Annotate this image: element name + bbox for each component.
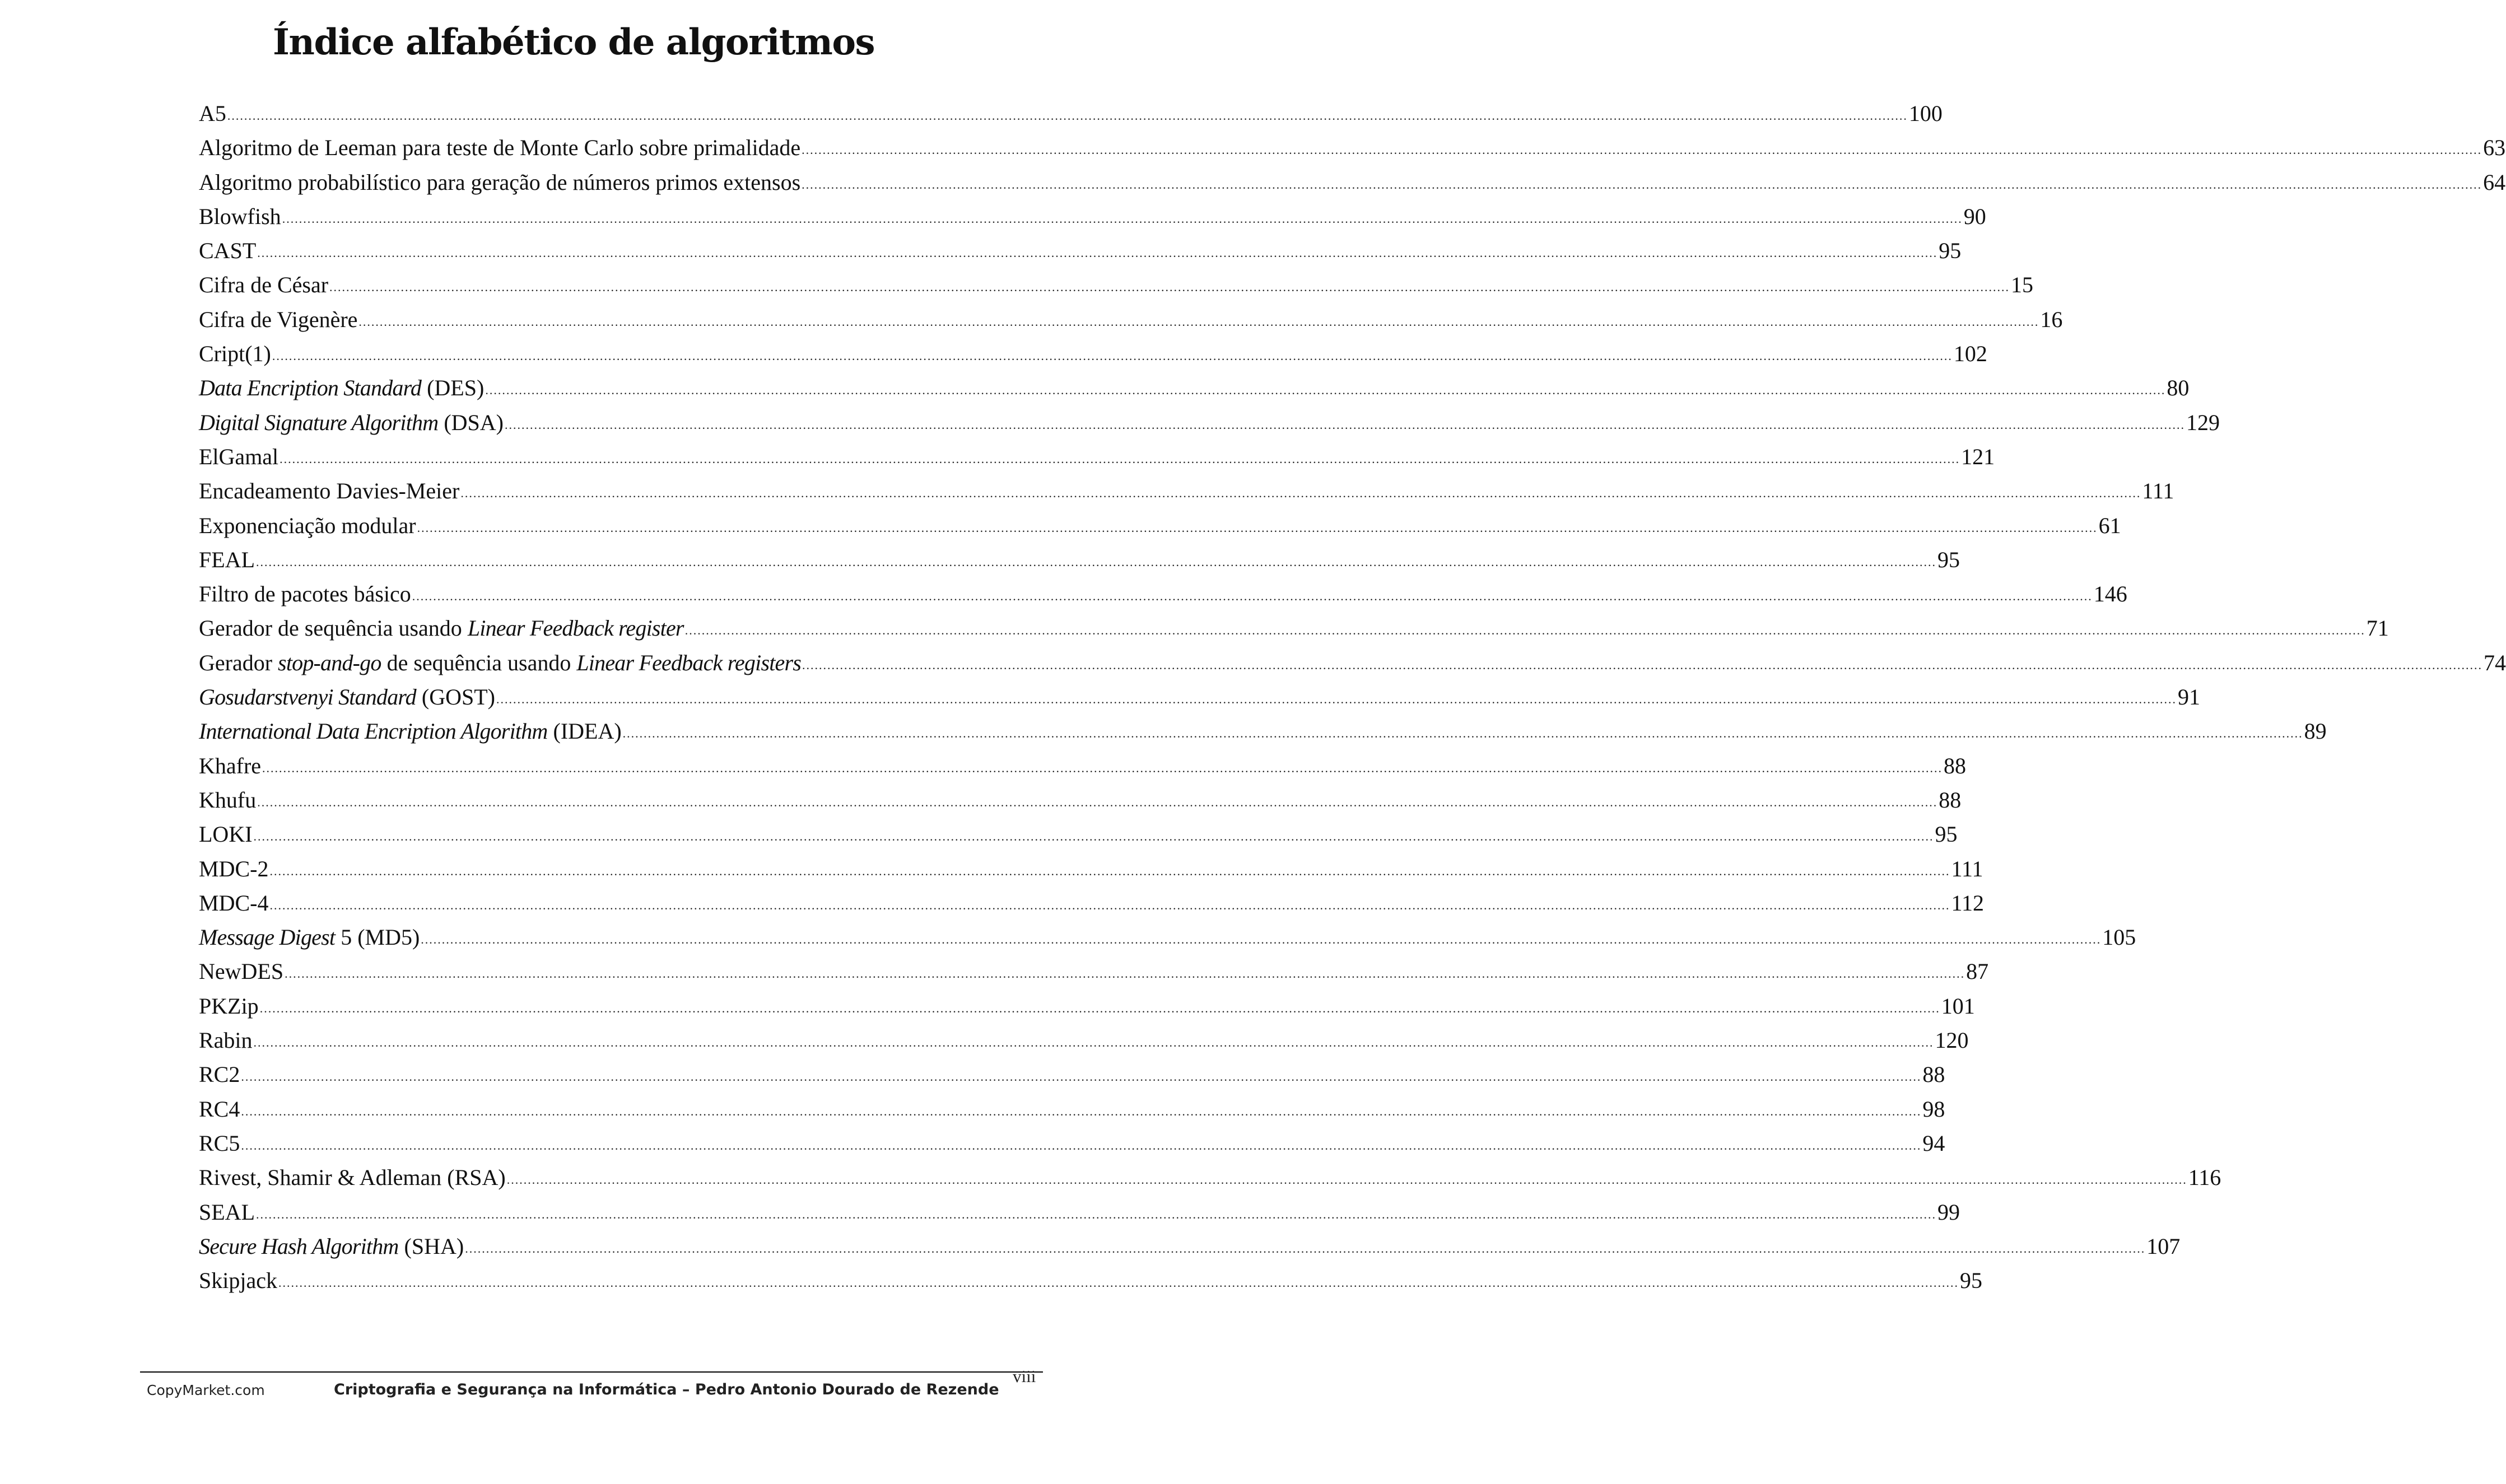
index-entry bbox=[199, 646, 2506, 680]
index-entry-label bbox=[199, 577, 411, 611]
index-entry-page-number: 102 bbox=[1953, 341, 1987, 367]
index-entry-label bbox=[199, 1092, 240, 1126]
index-entry-label bbox=[199, 508, 416, 543]
index-entry-label bbox=[199, 749, 261, 783]
index-entry-italic-text: Message Digest bbox=[199, 925, 336, 950]
dot-leader: ................................................................................................................................................................................................................................................................................................................................................................................................................ bbox=[256, 554, 1936, 569]
dot-leader: ................................................................................................................................................................................................................................................................................................................................................................................................................ bbox=[282, 211, 1963, 226]
index-entry bbox=[199, 1092, 1945, 1126]
dot-leader: ................................................................................................................................................................................................................................................................................................................................................................................................................ bbox=[257, 795, 1938, 809]
dot-leader: ................................................................................................................................................................................................................................................................................................................................................................................................................ bbox=[227, 109, 1908, 123]
dot-leader: ................................................................................................................................................................................................................................................................................................................................................................................................................ bbox=[262, 760, 1943, 775]
index-entry-page-number: 99 bbox=[1937, 1199, 1960, 1225]
index-entry-text: CAST bbox=[199, 238, 257, 264]
index-entry-label bbox=[199, 199, 281, 234]
index-entry bbox=[199, 165, 2506, 199]
index-entry-page-number: 64 bbox=[2483, 169, 2506, 195]
index-entry-text: Cifra de Vigenère bbox=[199, 306, 358, 332]
dot-leader: ................................................................................................................................................................................................................................................................................................................................................................................................................ bbox=[241, 1070, 1922, 1084]
index-entry-page-number: 100 bbox=[1908, 101, 1943, 126]
dot-leader: ................................................................................................................................................................................................................................................................................................................................................................................................................ bbox=[684, 623, 2365, 638]
dot-leader: ................................................................................................................................................................................................................................................................................................................................................................................................................ bbox=[417, 520, 2098, 535]
index-entry-label bbox=[199, 1195, 255, 1229]
dot-leader: ................................................................................................................................................................................................................................................................................................................................................................................................................ bbox=[285, 967, 1965, 981]
index-entry-page-number: 95 bbox=[1939, 238, 1962, 264]
dot-leader: ................................................................................................................................................................................................................................................................................................................................................................................................................ bbox=[257, 246, 1938, 260]
index-entry bbox=[199, 611, 2389, 645]
index-entry-label bbox=[199, 714, 622, 748]
footer-book-title: Criptografia e Segurança na Informática – Pedro Antonio Dourado de Rezende bbox=[334, 1381, 999, 1398]
index-entry-label bbox=[199, 1160, 506, 1194]
index-entry-page-number: 71 bbox=[2366, 615, 2389, 641]
dot-leader: ................................................................................................................................................................................................................................................................................................................................................................................................................ bbox=[280, 451, 1960, 466]
index-entry-text: MDC-2 bbox=[199, 856, 269, 881]
index-entry bbox=[199, 543, 1960, 577]
index-entry-italic-text: Linear Feedback register bbox=[467, 615, 684, 641]
index-entry-text: RC5 bbox=[199, 1130, 240, 1156]
index-entry-label bbox=[199, 130, 800, 165]
footer-page-number: viii bbox=[1013, 1366, 1036, 1386]
index-entry-italic-text: Digital Signature Algorithm bbox=[199, 409, 439, 435]
index-entry-label bbox=[199, 852, 268, 886]
index-entry-text: (DSA) bbox=[438, 409, 504, 435]
index-entry bbox=[199, 1263, 1982, 1298]
index-entry-text: Cifra de César bbox=[199, 272, 329, 298]
index-entry-label bbox=[199, 680, 495, 714]
index-entry-text: Gerador bbox=[199, 650, 278, 675]
dot-leader: ................................................................................................................................................................................................................................................................................................................................................................................................................ bbox=[802, 177, 2482, 192]
index-entry-page-number: 88 bbox=[1922, 1062, 1945, 1088]
index-entry-page-number: 112 bbox=[1951, 890, 1984, 916]
index-entry-text: Algoritmo probabilístico para geração de números primos extensos bbox=[199, 169, 801, 195]
index-entry-text: RC4 bbox=[199, 1096, 240, 1122]
index-entry-page-number: 95 bbox=[1937, 547, 1960, 572]
index-entry-text: RC2 bbox=[199, 1062, 240, 1088]
algorithm-index-list bbox=[199, 96, 2506, 1298]
dot-leader: ................................................................................................................................................................................................................................................................................................................................................................................................................ bbox=[465, 1241, 2146, 1256]
index-entry-page-number: 94 bbox=[1922, 1130, 1945, 1156]
footer-site-name: CopyMarket.com bbox=[147, 1382, 265, 1398]
index-entry-page-number: 105 bbox=[2102, 925, 2136, 950]
dot-leader: ................................................................................................................................................................................................................................................................................................................................................................................................................ bbox=[269, 864, 1950, 878]
dot-leader: ................................................................................................................................................................................................................................................................................................................................................................................................................ bbox=[496, 692, 2177, 707]
index-entry-page-number: 16 bbox=[2040, 306, 2063, 332]
index-entry-text: Skipjack bbox=[199, 1268, 277, 1294]
index-entry-page-number: 80 bbox=[2167, 375, 2190, 401]
index-entry-label bbox=[199, 96, 226, 130]
index-entry bbox=[199, 440, 1995, 474]
index-entry bbox=[199, 199, 1986, 234]
index-entry-page-number: 111 bbox=[2142, 478, 2174, 504]
index-entry-text: de sequência usando bbox=[381, 650, 577, 675]
index-entry-italic-text: Linear Feedback registers bbox=[576, 650, 802, 675]
page-title: Índice alfabético de algoritmos bbox=[272, 21, 875, 63]
index-entry bbox=[199, 508, 2121, 543]
index-entry bbox=[199, 714, 2327, 748]
index-entry-text: SEAL bbox=[199, 1199, 255, 1225]
index-entry-text: FEAL bbox=[199, 547, 255, 572]
index-entry-text: Blowfish bbox=[199, 203, 281, 229]
index-entry-label bbox=[199, 268, 328, 302]
index-entry-page-number: 91 bbox=[2177, 684, 2200, 710]
footer-divider bbox=[140, 1371, 1043, 1373]
index-entry bbox=[199, 783, 1962, 817]
index-entry bbox=[199, 1229, 2181, 1263]
index-entry bbox=[199, 680, 2200, 714]
index-entry-label bbox=[199, 234, 256, 268]
index-entry bbox=[199, 130, 2506, 165]
index-entry-page-number: 89 bbox=[2304, 718, 2327, 744]
index-entry-label bbox=[199, 543, 255, 577]
dot-leader: ................................................................................................................................................................................................................................................................................................................................................................................................................ bbox=[241, 1138, 1922, 1152]
index-entry-text: Rabin bbox=[199, 1028, 253, 1053]
index-entry bbox=[199, 1195, 1960, 1229]
dot-leader: ................................................................................................................................................................................................................................................................................................................................................................................................................ bbox=[253, 829, 1934, 844]
index-entry-label bbox=[199, 165, 800, 199]
index-entry bbox=[199, 852, 1983, 886]
index-entry-text: (SHA) bbox=[398, 1233, 464, 1259]
index-entry-text: NewDES bbox=[199, 959, 284, 984]
index-entry-text: Cript(1) bbox=[199, 341, 271, 367]
index-entry-text: Encadeamento Davies-Meier bbox=[199, 478, 460, 504]
dot-leader: ................................................................................................................................................................................................................................................................................................................................................................................................................ bbox=[460, 486, 2141, 501]
index-entry-label bbox=[199, 302, 357, 337]
index-entry bbox=[199, 954, 1989, 988]
index-entry-text: (GOST) bbox=[416, 684, 495, 710]
index-entry-page-number: 90 bbox=[1963, 203, 1986, 229]
index-entry bbox=[199, 817, 1958, 851]
index-entry-label bbox=[199, 783, 256, 817]
index-entry-page-number: 74 bbox=[2484, 650, 2506, 675]
index-entry-page-number: 95 bbox=[1935, 822, 1958, 847]
index-entry-page-number: 87 bbox=[1966, 959, 1989, 984]
index-entry-italic-text: stop-and-go bbox=[278, 650, 381, 675]
index-entry bbox=[199, 749, 1967, 783]
dot-leader: ................................................................................................................................................................................................................................................................................................................................................................................................................ bbox=[256, 1207, 1936, 1221]
dot-leader: ................................................................................................................................................................................................................................................................................................................................................................................................................ bbox=[802, 143, 2482, 157]
index-entry-text: Khafre bbox=[199, 753, 262, 778]
dot-leader: ................................................................................................................................................................................................................................................................................................................................................................................................................ bbox=[269, 898, 1950, 912]
index-entry-label bbox=[199, 886, 268, 920]
index-entry-text: Exponenciação modular bbox=[199, 512, 416, 538]
index-entry-label bbox=[199, 371, 484, 405]
index-entry-italic-text: Secure Hash Algorithm bbox=[199, 1233, 399, 1259]
dot-leader: ................................................................................................................................................................................................................................................................................................................................................................................................................ bbox=[272, 349, 1953, 363]
dot-leader: ................................................................................................................................................................................................................................................................................................................................................................................................................ bbox=[241, 1104, 1922, 1118]
index-entry-label bbox=[199, 989, 259, 1023]
index-entry bbox=[199, 989, 1975, 1023]
index-entry bbox=[199, 1160, 2221, 1194]
index-entry-page-number: 121 bbox=[1961, 444, 1995, 469]
index-entry bbox=[199, 920, 2136, 954]
dot-leader: ................................................................................................................................................................................................................................................................................................................................................................................................................ bbox=[485, 383, 2166, 398]
index-entry-label bbox=[199, 611, 684, 645]
index-entry-label bbox=[199, 1229, 464, 1263]
index-entry-text: MDC-4 bbox=[199, 890, 269, 916]
index-entry-page-number: 101 bbox=[1941, 993, 1975, 1019]
index-entry-page-number: 88 bbox=[1939, 787, 1962, 813]
index-entry-page-number: 116 bbox=[2188, 1165, 2221, 1191]
index-entry-text: A5 bbox=[199, 101, 226, 126]
dot-leader: ................................................................................................................................................................................................................................................................................................................................................................................................................ bbox=[622, 726, 2303, 741]
index-entry-italic-text: Gosudarstvenyi Standard bbox=[199, 684, 416, 710]
index-entry bbox=[199, 1126, 1945, 1160]
index-entry-text: ElGamal bbox=[199, 444, 279, 469]
index-entry-text: Khufu bbox=[199, 787, 257, 813]
index-entry bbox=[199, 302, 2063, 337]
index-entry-page-number: 111 bbox=[1951, 856, 1983, 881]
dot-leader: ................................................................................................................................................................................................................................................................................................................................................................................................................ bbox=[506, 1173, 2187, 1187]
dot-leader: ................................................................................................................................................................................................................................................................................................................................................................................................................ bbox=[412, 589, 2093, 604]
index-entry-page-number: 98 bbox=[1922, 1096, 1945, 1122]
index-entry-label bbox=[199, 1023, 253, 1057]
dot-leader: ................................................................................................................................................................................................................................................................................................................................................................................................................ bbox=[329, 280, 2010, 295]
dot-leader: ................................................................................................................................................................................................................................................................................................................................................................................................................ bbox=[802, 657, 2483, 672]
index-entry-label bbox=[199, 1057, 240, 1091]
dot-leader: ................................................................................................................................................................................................................................................................................................................................................................................................................ bbox=[253, 1035, 1934, 1050]
index-entry-page-number: 146 bbox=[2093, 581, 2127, 607]
index-entry-label bbox=[199, 817, 253, 851]
index-entry-text: (IDEA) bbox=[547, 718, 622, 744]
index-entry-text: PKZip bbox=[199, 993, 259, 1019]
index-entry-label bbox=[199, 920, 420, 954]
index-entry-label bbox=[199, 440, 278, 474]
index-entry-text: Gerador de sequência usando bbox=[199, 615, 468, 641]
index-entry-label bbox=[199, 337, 271, 371]
dot-leader: ................................................................................................................................................................................................................................................................................................................................................................................................................ bbox=[259, 1001, 1940, 1015]
index-entry-page-number: 63 bbox=[2483, 135, 2506, 161]
index-entry-page-number: 88 bbox=[1944, 753, 1967, 778]
index-entry bbox=[199, 337, 1987, 371]
index-entry-text: 5 (MD5) bbox=[335, 925, 420, 950]
index-entry-text: Filtro de pacotes básico bbox=[199, 581, 411, 607]
index-entry-label bbox=[199, 1126, 240, 1160]
dot-leader: ................................................................................................................................................................................................................................................................................................................................................................................................................ bbox=[358, 314, 2039, 329]
index-entry-italic-text: Data Encription Standard bbox=[199, 375, 422, 401]
index-entry-text: Rivest, Shamir & Adleman (RSA) bbox=[199, 1165, 506, 1191]
index-entry-label bbox=[199, 1263, 277, 1298]
index-entry-page-number: 120 bbox=[1935, 1028, 1969, 1053]
index-entry-page-number: 129 bbox=[2186, 409, 2220, 435]
index-entry-page-number: 107 bbox=[2146, 1233, 2181, 1259]
index-entry-text: Algoritmo de Leeman para teste de Monte Carlo sobre primalidade bbox=[199, 135, 801, 161]
index-entry bbox=[199, 577, 2127, 611]
index-entry-label bbox=[199, 405, 504, 440]
index-entry bbox=[199, 1057, 1945, 1091]
index-entry-label bbox=[199, 474, 459, 508]
index-entry-label bbox=[199, 646, 801, 680]
dot-leader: ................................................................................................................................................................................................................................................................................................................................................................................................................ bbox=[421, 932, 2102, 947]
index-entry bbox=[199, 886, 1984, 920]
index-entry bbox=[199, 234, 1962, 268]
index-entry bbox=[199, 474, 2174, 508]
dot-leader: ................................................................................................................................................................................................................................................................................................................................................................................................................ bbox=[278, 1276, 1959, 1290]
index-entry-label bbox=[199, 954, 283, 988]
index-entry bbox=[199, 405, 2220, 440]
index-entry-text: LOKI bbox=[199, 822, 253, 847]
index-entry bbox=[199, 371, 2190, 405]
index-entry-page-number: 61 bbox=[2098, 512, 2121, 538]
index-entry-text: (DES) bbox=[421, 375, 485, 401]
index-entry-italic-text: International Data Encription Algorithm bbox=[199, 718, 548, 744]
index-entry bbox=[199, 96, 1943, 130]
index-entry bbox=[199, 268, 2034, 302]
index-entry bbox=[199, 1023, 1969, 1057]
dot-leader: ................................................................................................................................................................................................................................................................................................................................................................................................................ bbox=[504, 417, 2185, 432]
index-entry-page-number: 95 bbox=[1959, 1268, 1982, 1294]
index-entry-page-number: 15 bbox=[2011, 272, 2034, 298]
